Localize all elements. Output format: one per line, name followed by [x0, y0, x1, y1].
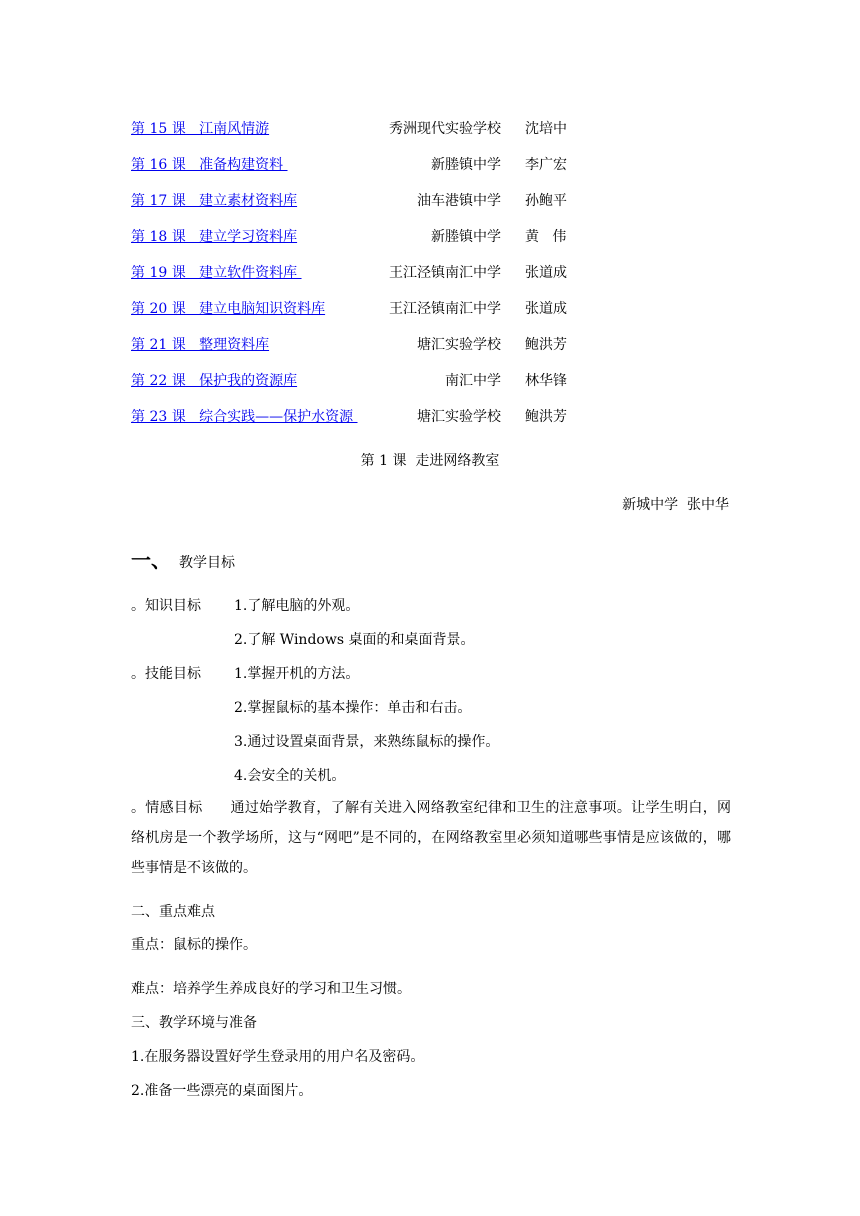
section-heading-environment: 三、教学环境与准备 [131, 1015, 257, 1031]
toc-author: 鲍洪芳 [525, 409, 567, 425]
emotion-label: 。情感目标 [131, 800, 203, 816]
toc-school: 南汇中学 [445, 373, 501, 389]
toc-row [131, 262, 581, 284]
toc-school: 秀洲现代实验学校 [389, 121, 501, 137]
lesson-author: 新城中学 张中华 [622, 497, 729, 513]
section-number: 一、 [131, 548, 171, 572]
toc-link-lesson-19[interactable]: 第 19 课 建立软件资料库 [131, 265, 302, 281]
knowledge-label: 。知识目标 [131, 598, 201, 614]
section-heading-objectives [131, 544, 235, 573]
toc-author: 张道成 [525, 301, 567, 317]
key-point: 重点：鼠标的操作。 [131, 937, 257, 953]
toc-row [131, 154, 581, 176]
emotion-text: 通过始学教育，了解有关进入网络教室纪律和卫生的注意事项。让学生明白，网络机房是一个教学场所，这与“网吧”是不同的，在网络教室里必须知道哪些事情是应该做的，哪些事情是不该做的。 [131, 800, 732, 876]
toc-link-lesson-16[interactable]: 第 16 课 准备构建资料 [131, 157, 288, 173]
toc-author: 张道成 [525, 265, 567, 281]
toc-link-lesson-18[interactable]: 第 18 课 建立学习资料库 [131, 229, 298, 245]
skill-label: 。技能目标 [131, 666, 201, 682]
toc-author: 李广宏 [525, 157, 567, 173]
toc-row [131, 118, 581, 140]
toc-link-lesson-22[interactable]: 第 22 课 保护我的资源库 [131, 373, 298, 389]
toc-row [131, 334, 581, 356]
knowledge-item: 2.了解 Windows 桌面的和桌面背景。 [234, 632, 475, 648]
toc-row [131, 406, 581, 428]
emotion-paragraph [131, 793, 731, 883]
toc-school: 新塍镇中学 [431, 229, 501, 245]
toc-row [131, 226, 581, 248]
skill-item: 2.掌握鼠标的基本操作：单击和右击。 [234, 700, 472, 716]
toc-author: 鲍洪芳 [525, 337, 567, 353]
toc-school: 王江泾镇南汇中学 [389, 301, 501, 317]
toc-row [131, 298, 581, 320]
toc-school: 新塍镇中学 [431, 157, 501, 173]
toc-row [131, 190, 581, 212]
toc-school: 王江泾镇南汇中学 [389, 265, 501, 281]
toc-row [131, 370, 581, 392]
toc-link-lesson-21[interactable]: 第 21 课 整理资料库 [131, 337, 270, 353]
toc-school: 油车港镇中学 [417, 193, 501, 209]
knowledge-item: 1.了解电脑的外观。 [234, 598, 360, 614]
toc-author: 林华锋 [525, 373, 567, 389]
section-title: 教学目标 [179, 555, 235, 571]
toc-link-lesson-17[interactable]: 第 17 课 建立素材资料库 [131, 193, 298, 209]
skill-item: 3.通过设置桌面背景，来熟练鼠标的操作。 [234, 734, 500, 750]
toc-link-lesson-23[interactable]: 第 23 课 综合实践——保护水资源 [131, 409, 358, 425]
skill-item: 4.会安全的关机。 [234, 768, 346, 784]
lesson-title: 第 1 课 走进网络教室 [360, 453, 500, 469]
toc-school: 塘汇实验学校 [417, 337, 501, 353]
toc-link-lesson-15[interactable]: 第 15 课 江南风情游 [131, 121, 270, 137]
skill-item: 1.掌握开机的方法。 [234, 666, 360, 682]
toc-author: 沈培中 [525, 121, 567, 137]
toc-school: 塘汇实验学校 [417, 409, 501, 425]
difficulty: 难点：培养学生养成良好的学习和卫生习惯。 [131, 981, 411, 997]
section-heading-key-points: 二、重点难点 [131, 904, 215, 920]
toc-link-lesson-20[interactable]: 第 20 课 建立电脑知识资料库 [131, 301, 326, 317]
toc-author: 黄 伟 [525, 229, 567, 245]
prep-item: 1.在服务器设置好学生登录用的用户名及密码。 [131, 1049, 425, 1065]
prep-item: 2.准备一些漂亮的桌面图片。 [131, 1083, 313, 1099]
toc-author: 孙鲍平 [525, 193, 567, 209]
